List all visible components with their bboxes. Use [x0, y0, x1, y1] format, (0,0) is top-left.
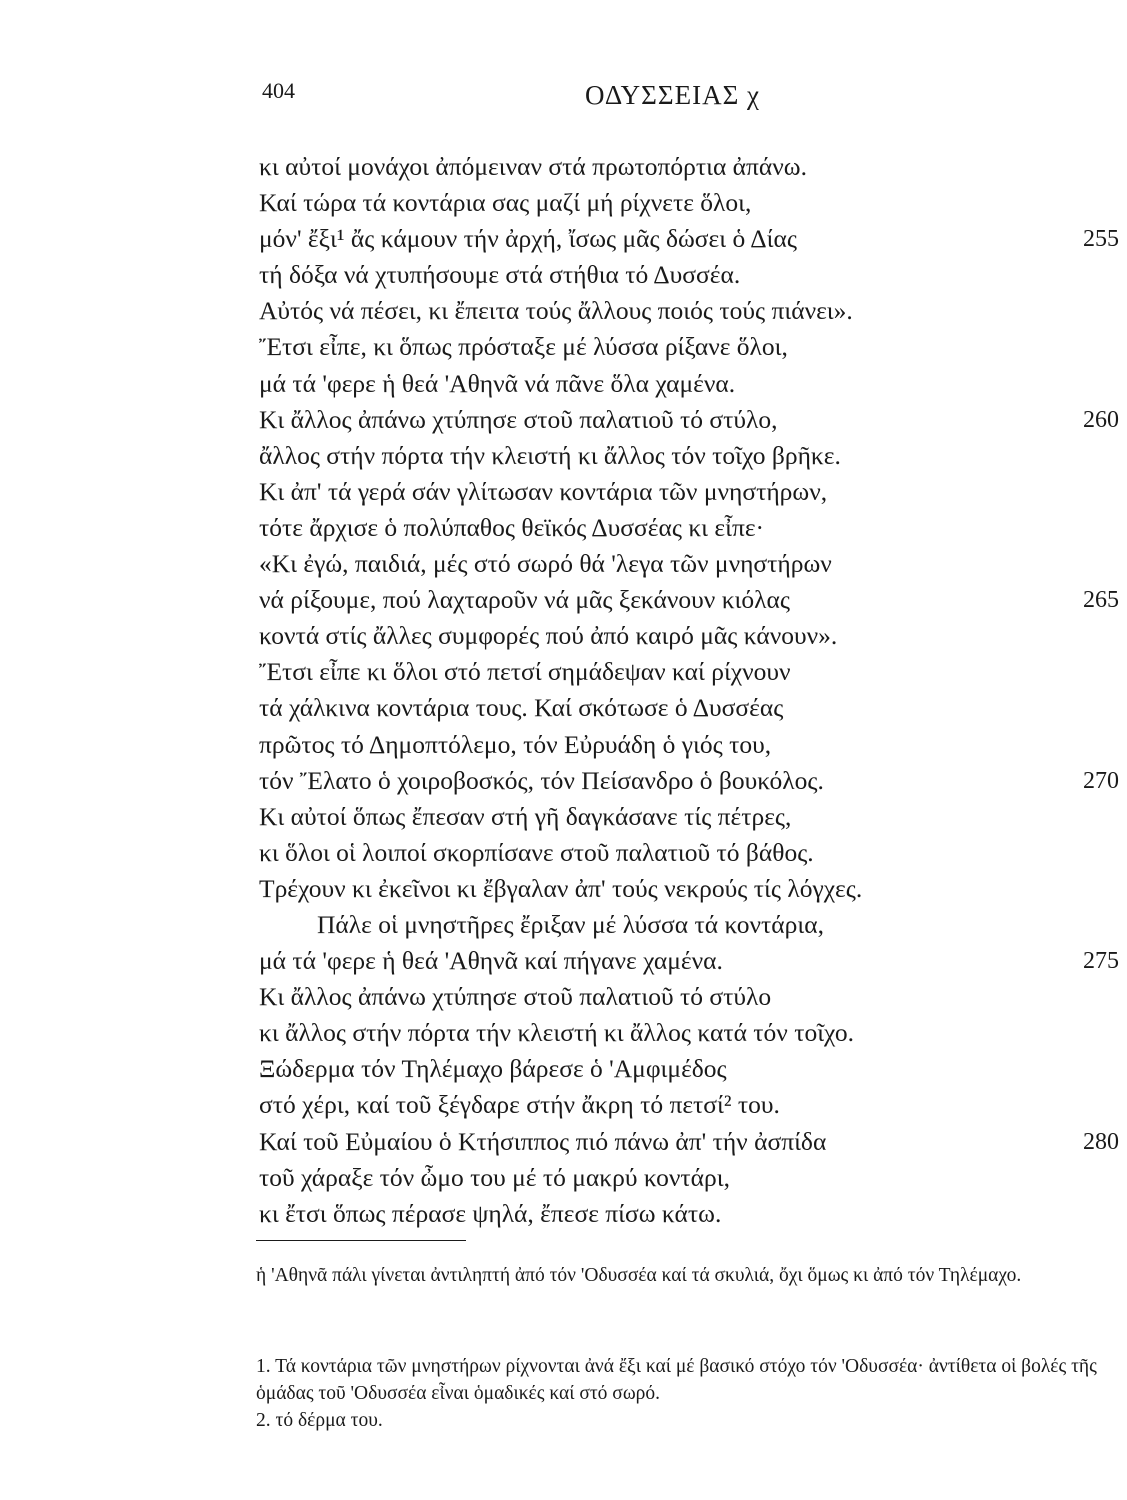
verse-line	[259, 402, 1119, 438]
verse-text: στό χέρι, καί τοῦ ξέγδαρε στήν ἄκρη τό πετσί² του.	[259, 1090, 780, 1120]
line-number: 265	[1083, 587, 1119, 614]
verse-line	[259, 763, 1119, 799]
verse-text: κι ἄλλος στήν πόρτα τήν κλειστή κι ἄλλος κατά τόν τοῖχο.	[259, 1018, 854, 1048]
verse-text: Κι ἄλλος ἀπάνω χτύπησε στοῦ παλατιοῦ τό στύλο,	[259, 404, 778, 434]
verse-text: κι αὐτοί μονάχοι ἀπόμειναν στά πρωτοπόρτια ἀπάνω.	[259, 152, 807, 181]
verse-text: ἄλλος στήν πόρτα τήν κλειστή κι ἄλλος τόν τοῖχο βρῆκε.	[259, 440, 841, 470]
verse-text: Κι αὐτοί ὅπως ἔπεσαν στή γῆ δαγκάσανε τίς πέτρες,	[259, 801, 792, 831]
verse-line	[259, 654, 1119, 690]
verse-line	[259, 582, 1119, 618]
verse-text: πρῶτος τό Δημοπτόλεμο, τόν Εὐρυάδη ὁ γιός του,	[259, 729, 772, 759]
verse-text: τά χάλκινα κοντάρια τους. Καί σκότωσε ὁ Δυσσέας	[259, 693, 784, 723]
verse-text: τόν Ἔλατο ὁ χοιροβοσκός, τόν Πείσανδρο ὁ βουκόλος.	[259, 765, 824, 795]
verse-text: Κι ἀπ' τά γερά σάν γλίτωσαν κοντάρια τῶν μνηστήρων,	[259, 476, 828, 506]
verse-text: Αὐτός νά πέσει, κι ἔπειτα τούς ἄλλους ποιός τούς πιάνει».	[259, 296, 853, 326]
verse-text: κοντά στίς ἄλλες συμφορές πού ἀπό καιρό μᾶς κάνουν».	[259, 621, 838, 651]
verse-line	[259, 835, 1119, 871]
verse-line	[259, 149, 1119, 185]
verse-text: μά τά 'φερε ἡ θεά 'Αθηνᾶ νά πᾶνε ὅλα χαμένα.	[259, 368, 736, 398]
verse-line	[259, 546, 1119, 582]
verse-line	[259, 1124, 1119, 1160]
verse-text: μά τά 'φερε ἡ θεά 'Αθηνᾶ καί πήγανε χαμένα.	[259, 946, 723, 976]
footnote-block-numbered	[256, 1353, 1118, 1434]
verse-line	[259, 221, 1119, 257]
verse-line	[259, 257, 1119, 293]
line-number: 255	[1083, 226, 1119, 253]
verse-text: κι ὅλοι οἱ λοιποί σκορπίσανε στοῦ παλατιοῦ τό βάθος.	[259, 837, 814, 867]
verse-line	[259, 1196, 1119, 1232]
verse-text: Πάλε οἱ μνηστῆρες ἔριξαν μέ λύσσα τά κοντάρια,	[317, 909, 824, 939]
verse-line	[259, 185, 1119, 221]
line-number: 280	[1083, 1128, 1119, 1155]
verse-line	[259, 1160, 1119, 1196]
verse-line	[259, 474, 1119, 510]
verse-text: Κι ἄλλος ἀπάνω χτύπησε στοῦ παλατιοῦ τό στύλο	[259, 982, 772, 1012]
verse-line	[259, 293, 1119, 329]
verse-text: κι ἔτσι ὅπως πέρασε ψηλά, ἔπεσε πίσω κάτω.	[259, 1198, 722, 1228]
verse-line	[259, 690, 1119, 726]
verse-block	[259, 149, 1119, 1232]
verse-line	[259, 943, 1119, 979]
footnote-continued: ἡ 'Αθηνᾶ πάλι γίνεται ἀντιληπτή ἀπό τόν 'Οδυσσέα καί τά σκυλιά, ὄχι ὅμως κι ἀπό τόν Τηλέμαχο.	[256, 1265, 1022, 1286]
verse-text: Ἔτσι εἶπε κι ὅλοι στό πετσί σημάδεψαν καί ρίχνουν	[259, 657, 791, 687]
verse-text: Ἔτσι εἶπε, κι ὅπως πρόσταξε μέ λύσσα ρίξανε ὅλοι,	[259, 332, 788, 362]
running-title: ΟΔΥΣΣΕΙΑΣ χ	[585, 80, 761, 110]
verse-line	[259, 510, 1119, 546]
verse-line	[259, 1051, 1119, 1087]
page-number: 404	[262, 78, 295, 103]
line-number: 260	[1083, 406, 1119, 433]
verse-line	[259, 329, 1119, 365]
verse-line	[259, 618, 1119, 654]
footnote-1: 1. Τά κοντάρια τῶν μνηστήρων ρίχνονται ἀνά ἔξι καί μέ βασικό στόχο τόν 'Οδυσσέα· ἀντίθετα οἱ βολές τῆς ὁμάδας τοῦ 'Οδυσσέα εἶναι ὁμαδικές καί στό σωρό.	[256, 1356, 1097, 1404]
verse-text: τότε ἄρχισε ὁ πολύπαθος θεϊκός Δυσσέας κι εἶπε·	[259, 512, 765, 542]
verse-line	[259, 979, 1119, 1015]
verse-line	[259, 366, 1119, 402]
verse-text: νά ρίξουμε, πού λαχταροῦν νά μᾶς ξεκάνουν κιόλας	[259, 585, 790, 615]
verse-text: Ξώδερμα τόν Τηλέμαχο βάρεσε ὁ 'Αμφιμέδος	[259, 1054, 727, 1084]
footnote-2: 2. τό δέρμα του.	[256, 1410, 383, 1431]
verse-text: Καί τοῦ Εὐμαίου ὁ Κτήσιππος πιό πάνω ἀπ' τήν ἀσπίδα	[259, 1126, 827, 1156]
footnote-block	[256, 1262, 1118, 1289]
verse-text: «Κι ἐγώ, παιδιά, μές στό σωρό θά 'λεγα τῶν μνηστήρων	[259, 549, 832, 579]
line-number: 270	[1083, 767, 1119, 794]
line-number: 275	[1083, 948, 1119, 975]
verse-line	[259, 799, 1119, 835]
verse-line	[259, 1015, 1119, 1051]
verse-text: μόν' ἔξι¹ ἄς κάμουν τήν ἀρχή, ἴσως μᾶς δώσει ὁ Δίας	[259, 224, 797, 254]
verse-text: τή δόξα νά χτυπήσουμε στά στήθια τό Δυσσέα.	[259, 260, 741, 290]
verse-line	[259, 907, 1119, 943]
footnote-divider	[256, 1240, 466, 1241]
verse-line	[259, 438, 1119, 474]
verse-text: Τρέχουν κι ἐκεῖνοι κι ἔβγαλαν ἀπ' τούς νεκρούς τίς λόγχες.	[259, 873, 863, 903]
verse-line	[259, 871, 1119, 907]
verse-line	[259, 727, 1119, 763]
verse-line	[259, 1087, 1119, 1123]
verse-text: τοῦ χάραξε τόν ὦμο του μέ τό μακρύ κοντάρι,	[259, 1162, 731, 1192]
verse-text: Καί τώρα τά κοντάρια σας μαζί μή ρίχνετε ὅλοι,	[259, 188, 752, 218]
